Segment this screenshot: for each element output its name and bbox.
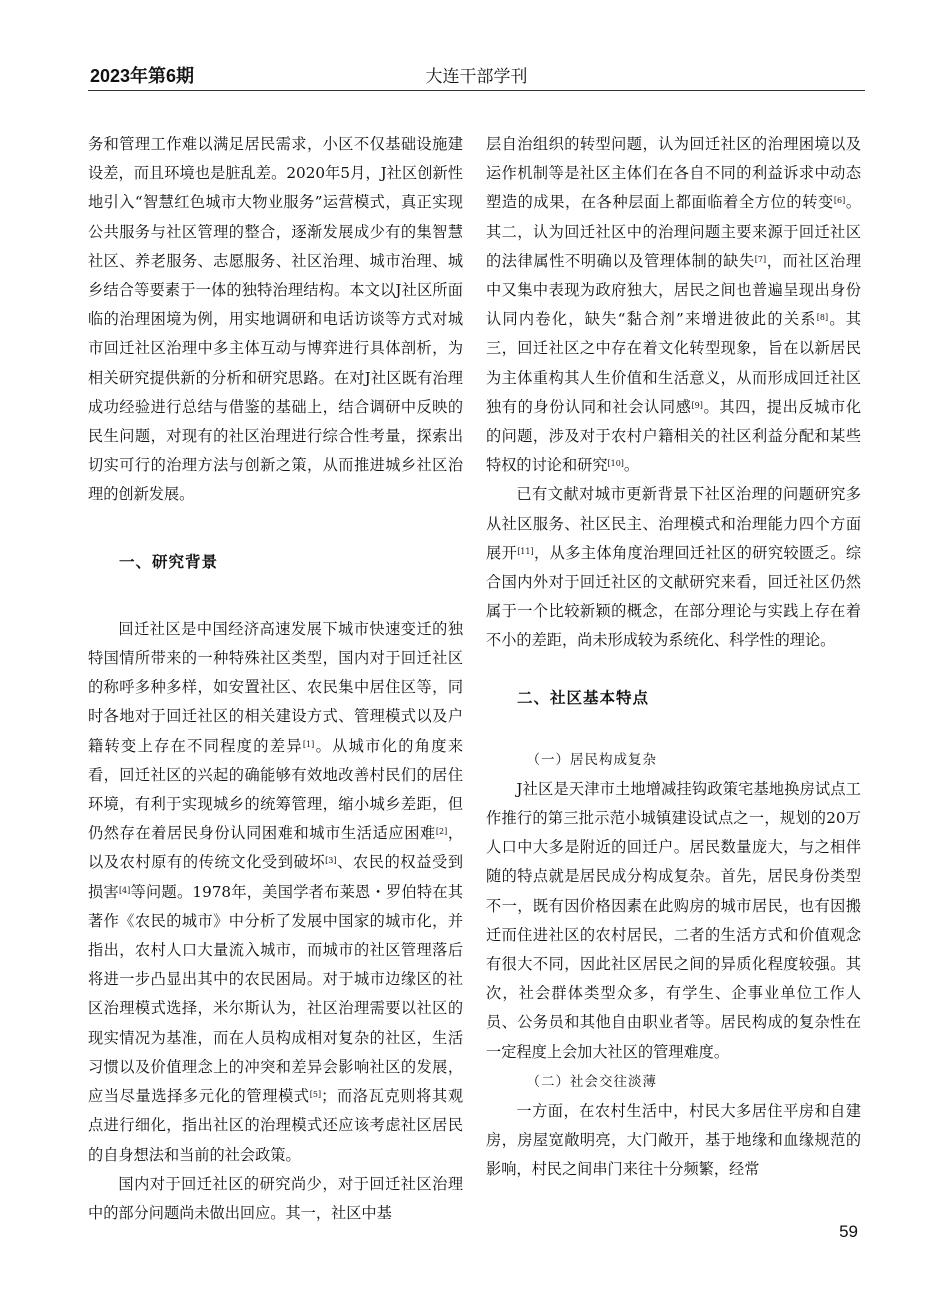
text-run: 层自治组织的转型问题，认为回迁社区的治理困境以及运作机制等是社区主体们在各自不同的利益诉求中动态塑造的成果，在各种层面上都面临着全方位的转变	[486, 135, 861, 212]
right-column	[486, 130, 861, 1185]
domestic-research-paragraph: 国内对于回迁社区的研究尚少，对于回迁社区治理中的部分问题尚未做出回应。其一，社区中基	[88, 1174, 463, 1222]
text-run: 回迁社区是中国经济高速发展下城市快速变迁的独特国情所带来的一种特殊社区类型，国内对于回迁社区的称呼多种多样，如安置社区、农民集中居住区等，同时各地对于回迁社区的相关建设方式、管理模式以及户籍转变上存在不同程度的差异	[88, 619, 463, 755]
citation-6: [6]	[833, 196, 846, 206]
text-run: ，以及农村原有的传统文化受到破坏	[88, 824, 464, 872]
text-run: 。其二，认为回迁社区中的治理问题主要来源于回迁社区的法律属性不明确以及管理体制的缺失	[486, 193, 862, 270]
page-number: 59	[839, 1222, 858, 1241]
subheading-social-interaction: （二）社会交往淡薄	[526, 1073, 657, 1090]
text-run: 。从城市化的角度来看，回迁社区的兴起的确能够有效地改善村民们的居住环境，有利于实现城乡的统筹管理，缩小城乡差距，但仍然存在着居民身份认同困难和城市生活适应困难	[88, 736, 464, 843]
background-paragraph	[88, 615, 463, 1170]
resident-composition-paragraph: J社区是天津市土地增减挂钩政策宅基地换房试点工作推行的第三批示范小城镇建设试点之一，规划的20万人口中大多是附近的回迁户。居民数量庞大，与之相伴随的特点就是居民成分构成复杂。首先，居民身份类型不一，既有因价格因素在此购房的城市居民，也有因搬迁而住进社区的农村居民，二者的生活方式和价值观念有很大不同，因此社区居民之间的异质化程度较强。其次，社会群体类型众多，有学生、企事业单位工作人员、公务员和其他自由职业者等。居民构成的复杂性在一定程度上会加大社区的管理难度。	[486, 779, 861, 1061]
text-run: 。其四，提出反城市化的问题，涉及对于农村户籍相关的社区利益分配和某些特权的讨论和研究	[486, 397, 862, 475]
left-column	[88, 130, 463, 1228]
text-run: ，而社区治理中又集中表现为政府独大，居民之间也普遍呈现出身份认同内卷化，缺失“黏合剂”来增进彼此的关系	[486, 251, 862, 329]
text-run: 。其三，回迁社区之中存在着文化转型现象，旨在以新居民为主体重构其人生价值和生活意义，从而形成回迁社区独有的身份认同和社会认同感	[486, 310, 862, 416]
text-run: 已有文献对城市更新背景下社区治理的问题研究多从社区服务、社区民主、治理模式和治理能力四个方面展开	[486, 485, 861, 562]
citation-5: [5]	[309, 1090, 322, 1100]
citation-11: [11]	[517, 546, 534, 556]
section-heading-research-background: 一、研究背景	[119, 552, 219, 571]
citation-2: [2]	[435, 827, 448, 837]
section-heading-community-features: 二、社区基本特点	[517, 688, 650, 707]
social-interaction-paragraph: 一方面，在农村生活中，村民大多居住平房和自建房，房屋宽敞明亮，大门敞开，基于地缘和血缘规范的影响，村民之间串门来往十分频繁，经常	[486, 1101, 861, 1179]
text-run: ，从多主体角度治理回迁社区的研究较匮乏。综合国内外对于回迁社区的文献研究来看，回迁社区仍然属于一个比较新颖的概念，在部分理论与实践上存在着不小的差距，尚未形成较为系统化、科学性的理论。	[486, 543, 862, 650]
citation-8: [8]	[816, 313, 829, 323]
citation-4: [4]	[118, 885, 131, 895]
text-run: 等问题。1978年，美国学者布莱恩・罗伯特在其著作《农民的城市》中分析了发展中国家的城市化，并指出，农村人口大量流入城市，而城市的社区管理落后将进一步凸显出其中的农民困局。对于城市边缘区的社区治理模式选择，米尔斯认为，社区治理需要以社区的现实情况为基准，而在人员构成相对复杂的社区，生活习惯以及价值理念上的冲突和差异会影响社区的发展，应当尽量选择多元化的管理模式	[88, 882, 464, 1106]
subheading-resident-composition: （一）居民构成复杂	[526, 751, 657, 768]
issue-label: 2023年第6期	[90, 66, 195, 86]
text-run: 、农民的权益受到损害	[88, 853, 464, 901]
citation-3: [3]	[325, 856, 337, 866]
text-run: 。	[623, 456, 640, 475]
literature-review-paragraph	[486, 480, 861, 655]
intro-paragraph: 务和管理工作难以满足居民需求，小区不仅基础设施建设差，而且环境也是脏乱差。2020年5月，J社区创新性地引入“智慧红色城市大物业服务”运营模式，真正实现公共服务与社区管理的整合，逐渐发展成少有的集智慧社区、养老服务、志愿服务、社区治理、城市治理、城乡结合等要素于一体的独特治理结构。本文以J社区所面临的治理困境为例，用实地调研和电话访谈等方式对城市回迁社区治理中多主体互动与博弈进行具体剖析，为相关研究提供新的分析和研究思路。在对J社区既有治理成功经验进行总结与借鉴的基础上，结合调研中反映的民生问题，对现有的社区治理进行综合性考量，探索出切实可行的治理方法与创新之策，从而推进城乡社区治理的创新发展。	[88, 135, 463, 504]
running-header	[88, 60, 865, 91]
citation-1: [1]	[302, 739, 315, 749]
continued-paragraph	[486, 130, 861, 480]
citation-10: [10]	[607, 459, 624, 469]
citation-7: [7]	[754, 254, 767, 264]
journal-title: 大连干部学刊	[425, 67, 528, 87]
text-run: ；而洛瓦克则将其观点进行细化，指出社区的治理模式还应该考虑社区居民的自身想法和当前的社会政策。	[88, 1087, 464, 1164]
citation-9: [9]	[691, 400, 703, 410]
